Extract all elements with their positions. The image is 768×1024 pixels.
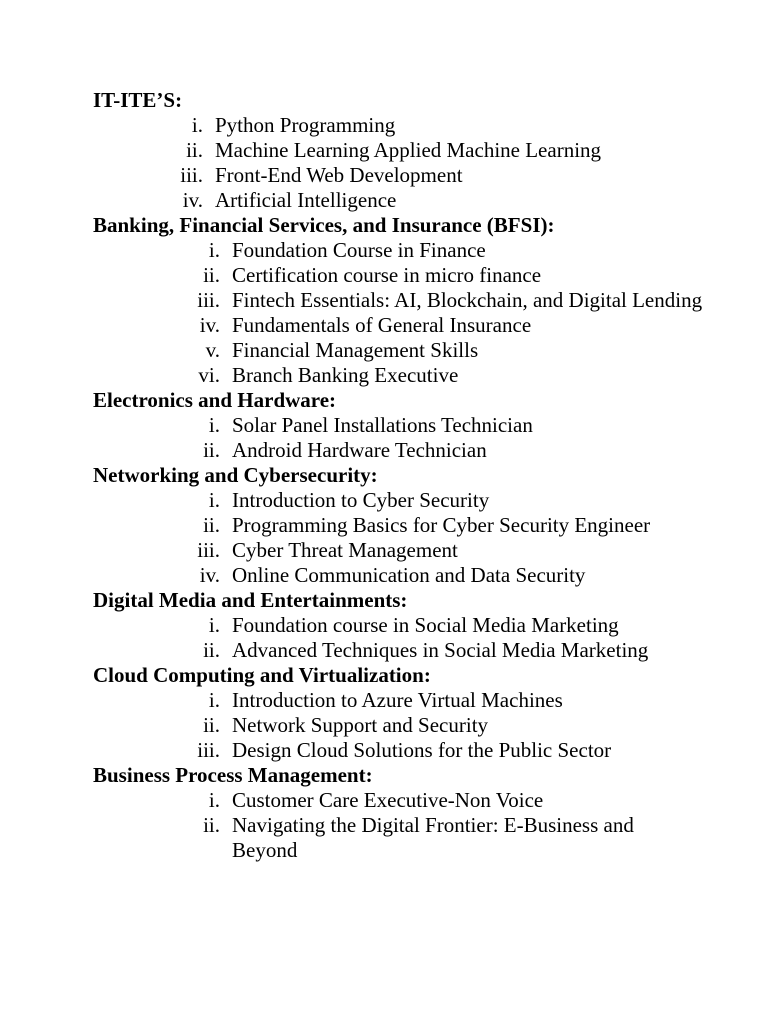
list-item-text: Financial Management Skills xyxy=(232,338,479,362)
section-bfsi xyxy=(0,213,768,388)
section-networking-cybersecurity xyxy=(0,463,768,588)
list-item xyxy=(0,538,768,563)
list-item xyxy=(0,438,768,463)
section-heading: Electronics and Hardware: xyxy=(93,388,337,412)
list-item xyxy=(0,738,768,763)
list-item-number: i. xyxy=(208,613,220,637)
list-item-number: i. xyxy=(208,688,220,712)
list-item-number: iv. xyxy=(199,563,220,587)
list-item-number: ii. xyxy=(203,713,220,737)
list-item-number: vi. xyxy=(198,363,220,387)
list-item-text: Design Cloud Solutions for the Public Sector xyxy=(232,738,612,762)
section-business-process-management xyxy=(0,763,768,863)
list-item-text: Fintech Essentials: AI, Blockchain, and Digital Lending xyxy=(232,288,703,312)
list-item-number: ii. xyxy=(203,438,220,462)
list-item-text: Navigating the Digital Frontier: E-Business and Beyond xyxy=(232,813,634,862)
section-heading: Networking and Cybersecurity: xyxy=(93,463,378,487)
list-item xyxy=(0,813,768,863)
list-item-text: Machine Learning Applied Machine Learning xyxy=(215,138,602,162)
list-item-text: Network Support and Security xyxy=(232,713,489,737)
list-item-text: Foundation course in Social Media Marketing xyxy=(232,613,619,637)
list-item-number: i. xyxy=(191,113,203,137)
list-item-number: iii. xyxy=(197,738,220,762)
list-item-text: Python Programming xyxy=(215,113,396,137)
list-item-number: ii. xyxy=(203,263,220,287)
list-item xyxy=(0,513,768,538)
section-electronics-hardware xyxy=(0,388,768,463)
list-item-number: iv. xyxy=(199,313,220,337)
section-heading: Digital Media and Entertainments: xyxy=(93,588,408,612)
list-item-number: ii. xyxy=(186,138,203,162)
section-heading: IT-ITE’S: xyxy=(93,88,183,112)
list-item xyxy=(0,163,768,188)
section-heading: Banking, Financial Services, and Insurance (BFSI): xyxy=(93,213,555,237)
list-item xyxy=(0,113,768,138)
section-heading: Business Process Management: xyxy=(93,763,373,787)
list-item xyxy=(0,313,768,338)
list-item-number: i. xyxy=(208,413,220,437)
list-item-text: Solar Panel Installations Technician xyxy=(232,413,533,437)
list-item-number: i. xyxy=(208,238,220,262)
section-cloud-computing xyxy=(0,663,768,763)
list-item xyxy=(0,713,768,738)
list-item-text: Customer Care Executive-Non Voice xyxy=(232,788,544,812)
list-item-number: i. xyxy=(208,488,220,512)
section-it-ites xyxy=(0,88,768,213)
list-item-number: i. xyxy=(208,788,220,812)
list-item xyxy=(0,138,768,163)
list-item xyxy=(0,563,768,588)
list-item-text: Online Communication and Data Security xyxy=(232,563,586,587)
list-item-number: ii. xyxy=(203,513,220,537)
list-item xyxy=(0,238,768,263)
list-item-number: iii. xyxy=(197,288,220,312)
list-item-number: ii. xyxy=(203,813,220,837)
list-item xyxy=(0,188,768,213)
list-item-number: iii. xyxy=(180,163,203,187)
list-item-number: iii. xyxy=(197,538,220,562)
section-digital-media xyxy=(0,588,768,663)
list-item xyxy=(0,413,768,438)
list-item xyxy=(0,788,768,813)
list-item xyxy=(0,638,768,663)
list-item-number: iv. xyxy=(182,188,203,212)
list-item-number: v. xyxy=(205,338,220,362)
list-item xyxy=(0,688,768,713)
list-item xyxy=(0,288,768,313)
list-item xyxy=(0,613,768,638)
list-item-text: Branch Banking Executive xyxy=(232,363,459,387)
list-item xyxy=(0,363,768,388)
list-item-text: Android Hardware Technician xyxy=(232,438,487,462)
list-item-text: Cyber Threat Management xyxy=(232,538,458,562)
list-item-text: Fundamentals of General Insurance xyxy=(232,313,532,337)
list-item-text: Introduction to Cyber Security xyxy=(232,488,490,512)
list-item-number: ii. xyxy=(203,638,220,662)
document-page xyxy=(0,88,768,863)
list-item-text: Programming Basics for Cyber Security Engineer xyxy=(232,513,651,537)
list-item-text: Artificial Intelligence xyxy=(215,188,397,212)
list-item-text: Introduction to Azure Virtual Machines xyxy=(232,688,563,712)
list-item xyxy=(0,488,768,513)
list-item xyxy=(0,338,768,363)
list-item-text: Advanced Techniques in Social Media Marketing xyxy=(232,638,649,662)
list-item-text: Certification course in micro finance xyxy=(232,263,542,287)
section-heading: Cloud Computing and Virtualization: xyxy=(93,663,431,687)
list-item-text: Front-End Web Development xyxy=(215,163,463,187)
list-item xyxy=(0,263,768,288)
list-item-text: Foundation Course in Finance xyxy=(232,238,486,262)
